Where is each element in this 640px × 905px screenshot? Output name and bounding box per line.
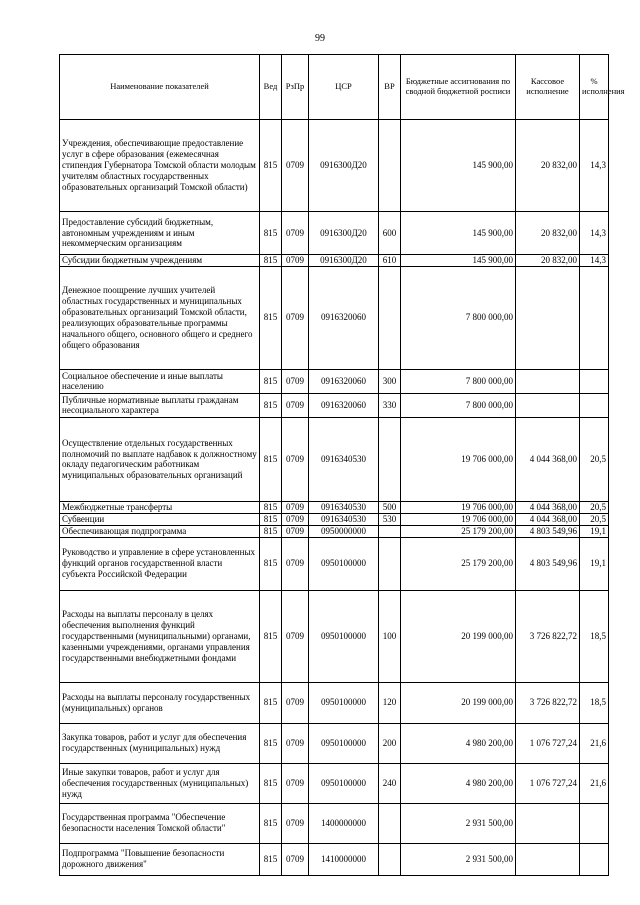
row-name: Расходы на выплаты персоналу государственных (муниципальных) органов <box>60 682 260 723</box>
page-number: 99 <box>315 33 325 44</box>
row-name: Субвенции <box>60 513 260 525</box>
row-budget: 145 900,00 <box>401 255 516 267</box>
row-vr <box>379 537 401 590</box>
row-csr: 0916300Д20 <box>309 120 379 212</box>
row-rzpr: 0709 <box>282 369 309 393</box>
row-csr: 0950100000 <box>309 723 379 763</box>
row-ved: 815 <box>260 369 282 393</box>
row-rzpr: 0709 <box>282 682 309 723</box>
row-vr: 100 <box>379 590 401 682</box>
header-ved: Вед <box>260 55 282 120</box>
row-csr: 0950100000 <box>309 590 379 682</box>
row-budget: 25 179 200,00 <box>401 525 516 537</box>
row-csr: 0916340530 <box>309 513 379 525</box>
row-csr: 0916300Д20 <box>309 255 379 267</box>
row-percent <box>580 393 609 417</box>
row-percent: 14,3 <box>580 255 609 267</box>
row-execution: 20 832,00 <box>516 212 580 255</box>
table-row <box>60 369 609 393</box>
row-execution <box>516 843 580 875</box>
row-vr <box>379 843 401 875</box>
row-csr: 0950100000 <box>309 537 379 590</box>
row-execution: 4 044 368,00 <box>516 513 580 525</box>
row-budget: 4 980 200,00 <box>401 723 516 763</box>
row-vr <box>379 525 401 537</box>
row-rzpr: 0709 <box>282 266 309 369</box>
table-row <box>60 843 609 875</box>
row-percent: 19,1 <box>580 537 609 590</box>
table-row <box>60 417 609 501</box>
row-percent: 14,3 <box>580 212 609 255</box>
row-execution <box>516 803 580 843</box>
row-vr: 200 <box>379 723 401 763</box>
row-vr: 530 <box>379 513 401 525</box>
row-budget: 20 199 000,00 <box>401 590 516 682</box>
row-budget: 145 900,00 <box>401 212 516 255</box>
row-percent: 19,1 <box>580 525 609 537</box>
row-vr: 300 <box>379 369 401 393</box>
row-vr <box>379 803 401 843</box>
row-csr: 0916300Д20 <box>309 212 379 255</box>
row-rzpr: 0709 <box>282 501 309 513</box>
budget-table <box>59 54 625 876</box>
row-budget: 19 706 000,00 <box>401 501 516 513</box>
row-ved: 815 <box>260 501 282 513</box>
row-vr: 240 <box>379 763 401 803</box>
row-percent: 20,5 <box>580 417 609 501</box>
row-name: Осуществление отдельных государственных полномочий по выплате надбавок к должностному окладу педагогическим работникам муниципальных образовательных организаций <box>60 417 260 501</box>
table-row <box>60 255 609 267</box>
row-rzpr: 0709 <box>282 537 309 590</box>
row-ved: 815 <box>260 682 282 723</box>
table-row <box>60 212 609 255</box>
row-percent: 18,5 <box>580 682 609 723</box>
row-budget: 7 800 000,00 <box>401 369 516 393</box>
row-execution: 4 803 549,96 <box>516 525 580 537</box>
row-percent: 14,3 <box>580 120 609 212</box>
row-ved: 815 <box>260 393 282 417</box>
row-execution: 1 076 727,24 <box>516 763 580 803</box>
row-ved: 815 <box>260 525 282 537</box>
row-budget: 19 706 000,00 <box>401 417 516 501</box>
row-name: Субсидии бюджетным учреждениям <box>60 255 260 267</box>
row-ved: 815 <box>260 212 282 255</box>
row-budget: 7 800 000,00 <box>401 393 516 417</box>
row-execution: 3 726 822,72 <box>516 590 580 682</box>
row-execution: 4 803 549,96 <box>516 537 580 590</box>
row-csr: 0950100000 <box>309 763 379 803</box>
row-name: Иные закупки товаров, работ и услуг для обеспечения государственных (муниципальных) нужд <box>60 763 260 803</box>
row-ved: 815 <box>260 417 282 501</box>
row-percent <box>580 266 609 369</box>
table-row <box>60 525 609 537</box>
row-name: Денежное поощрение лучших учителей областных государственных и муниципальных образовательных организаций Томской области, реализующих образовательные программы начального общего, основного общего и среднего общего образования <box>60 266 260 369</box>
row-execution: 1 076 727,24 <box>516 723 580 763</box>
row-percent <box>580 803 609 843</box>
row-csr: 0916320060 <box>309 369 379 393</box>
row-execution: 20 832,00 <box>516 120 580 212</box>
table-row <box>60 393 609 417</box>
row-ved: 815 <box>260 537 282 590</box>
row-percent: 21,6 <box>580 763 609 803</box>
row-name: Публичные нормативные выплаты гражданам несоциального характера <box>60 393 260 417</box>
row-rzpr: 0709 <box>282 525 309 537</box>
row-budget: 2 931 500,00 <box>401 803 516 843</box>
row-rzpr: 0709 <box>282 803 309 843</box>
row-budget: 20 199 000,00 <box>401 682 516 723</box>
row-name: Подпрограмма "Повышение безопасности дорожного движения" <box>60 843 260 875</box>
row-csr: 0916320060 <box>309 393 379 417</box>
row-execution <box>516 369 580 393</box>
row-csr: 1400000000 <box>309 803 379 843</box>
row-percent: 18,5 <box>580 590 609 682</box>
row-percent: 20,5 <box>580 513 609 525</box>
row-ved: 815 <box>260 590 282 682</box>
row-rzpr: 0709 <box>282 393 309 417</box>
row-execution: 3 726 822,72 <box>516 682 580 723</box>
row-ved: 815 <box>260 763 282 803</box>
row-budget: 4 980 200,00 <box>401 763 516 803</box>
row-name: Учреждения, обеспечивающие предоставление услуг в сфере образования (ежемесячная стипендия Губернатора Томской области молодым учителям областных государственных образовательных организаций Томской области) <box>60 120 260 212</box>
row-csr: 0916340530 <box>309 501 379 513</box>
row-rzpr: 0709 <box>282 255 309 267</box>
row-csr: 0950000000 <box>309 525 379 537</box>
table-row <box>60 803 609 843</box>
row-vr: 610 <box>379 255 401 267</box>
row-budget: 2 931 500,00 <box>401 843 516 875</box>
row-execution <box>516 393 580 417</box>
row-rzpr: 0709 <box>282 120 309 212</box>
row-vr <box>379 120 401 212</box>
row-vr: 600 <box>379 212 401 255</box>
header-percent: % исполнения <box>580 55 609 120</box>
row-rzpr: 0709 <box>282 513 309 525</box>
header-execution: Кассовое исполнение <box>516 55 580 120</box>
header-vr: ВР <box>379 55 401 120</box>
row-vr: 120 <box>379 682 401 723</box>
row-budget: 19 706 000,00 <box>401 513 516 525</box>
row-name: Закупка товаров, работ и услуг для обеспечения государственных (муниципальных) нужд <box>60 723 260 763</box>
row-name: Межбюджетные трансферты <box>60 501 260 513</box>
row-rzpr: 0709 <box>282 590 309 682</box>
row-name: Руководство и управление в сфере установленных функций органов государственной власти субъекта Российской Федерации <box>60 537 260 590</box>
row-execution <box>516 266 580 369</box>
row-csr: 1410000000 <box>309 843 379 875</box>
row-vr <box>379 266 401 369</box>
table-row <box>60 501 609 513</box>
row-execution: 4 044 368,00 <box>516 417 580 501</box>
row-name: Государственная программа "Обеспечение безопасности населения Томской области" <box>60 803 260 843</box>
table-row <box>60 590 609 682</box>
table-row <box>60 682 609 723</box>
header-budget: Бюджетные ассигнования по сводной бюджетной росписи <box>401 55 516 120</box>
row-name: Расходы на выплаты персоналу в целях обеспечения выполнения функций государственными (муниципальными) органами, казенными учреждениями, органами управления государственными внебюджетными фондами <box>60 590 260 682</box>
row-csr: 0950100000 <box>309 682 379 723</box>
table-row <box>60 763 609 803</box>
row-name: Предоставление субсидий бюджетным, автономным учреждениям и иным некоммерческим организациям <box>60 212 260 255</box>
row-rzpr: 0709 <box>282 212 309 255</box>
row-budget: 145 900,00 <box>401 120 516 212</box>
row-csr: 0916340530 <box>309 417 379 501</box>
row-rzpr: 0709 <box>282 843 309 875</box>
row-rzpr: 0709 <box>282 417 309 501</box>
row-percent <box>580 843 609 875</box>
table-row <box>60 723 609 763</box>
table-row <box>60 120 609 212</box>
table-row <box>60 513 609 525</box>
row-vr <box>379 417 401 501</box>
row-csr: 0916320060 <box>309 266 379 369</box>
row-rzpr: 0709 <box>282 723 309 763</box>
row-ved: 815 <box>260 513 282 525</box>
row-ved: 815 <box>260 120 282 212</box>
row-execution: 20 832,00 <box>516 255 580 267</box>
table-header-row <box>60 55 609 120</box>
table-row <box>60 266 609 369</box>
row-execution: 4 044 368,00 <box>516 501 580 513</box>
row-ved: 815 <box>260 266 282 369</box>
row-rzpr: 0709 <box>282 763 309 803</box>
row-ved: 815 <box>260 255 282 267</box>
row-vr: 500 <box>379 501 401 513</box>
row-vr: 330 <box>379 393 401 417</box>
row-name: Социальное обеспечение и иные выплаты населению <box>60 369 260 393</box>
header-name: Наименование показателей <box>60 55 260 120</box>
row-percent <box>580 369 609 393</box>
row-percent: 20,5 <box>580 501 609 513</box>
table-row <box>60 537 609 590</box>
row-ved: 815 <box>260 843 282 875</box>
row-budget: 25 179 200,00 <box>401 537 516 590</box>
header-rzpr: РзПр <box>282 55 309 120</box>
row-name: Обеспечивающая подпрограмма <box>60 525 260 537</box>
row-ved: 815 <box>260 803 282 843</box>
row-budget: 7 800 000,00 <box>401 266 516 369</box>
header-csr: ЦСР <box>309 55 379 120</box>
row-ved: 815 <box>260 723 282 763</box>
row-percent: 21,6 <box>580 723 609 763</box>
